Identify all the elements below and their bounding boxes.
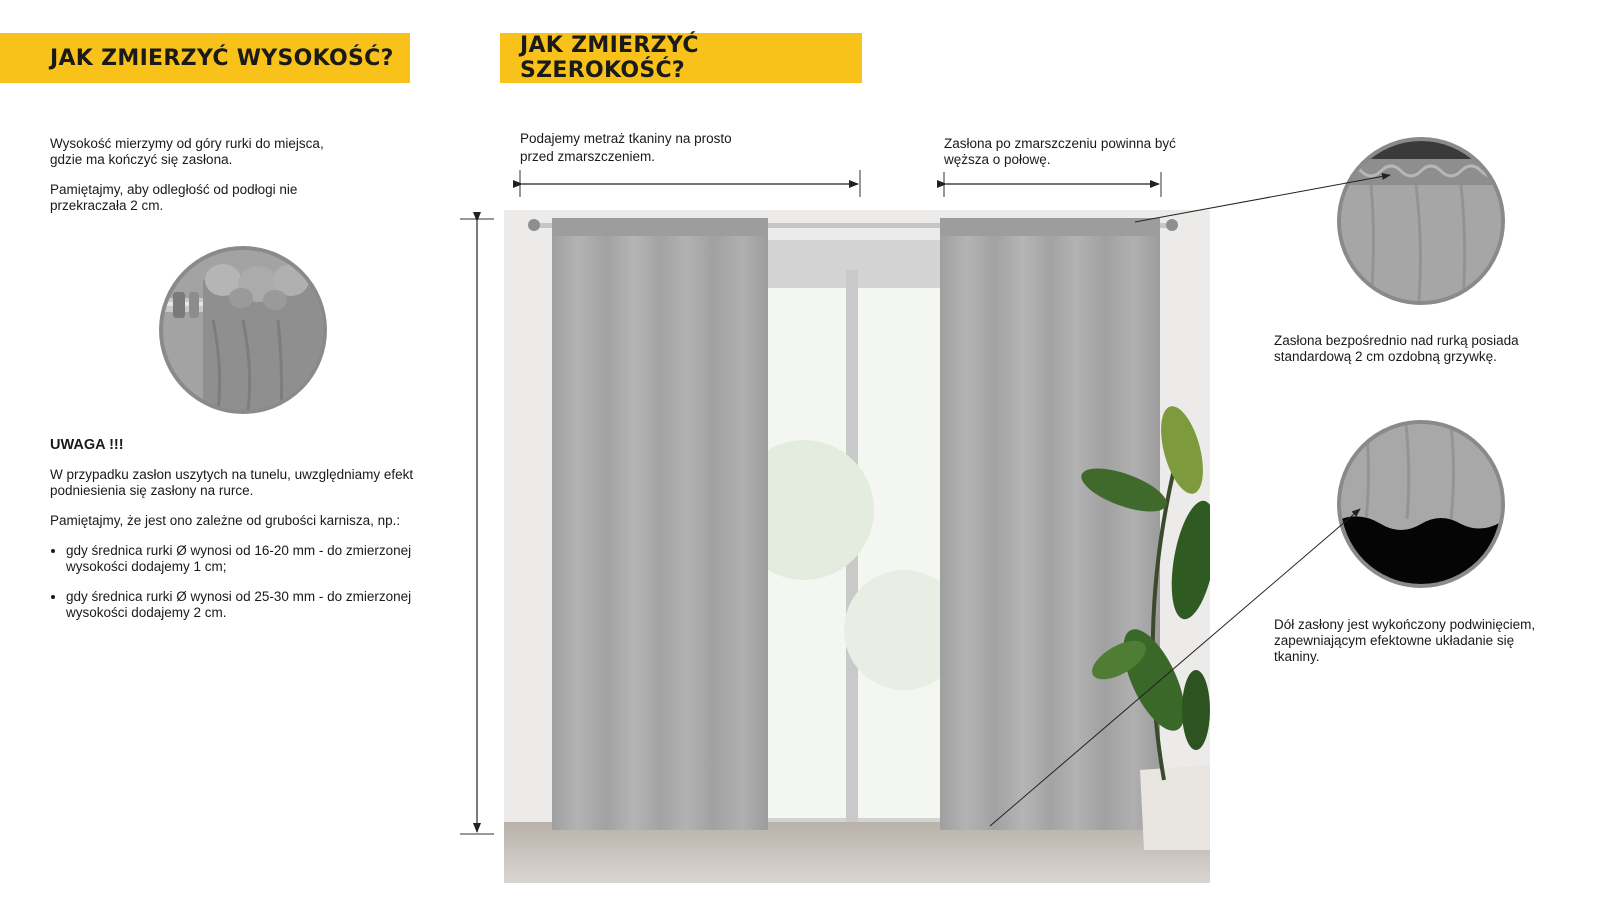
warning-title: UWAGA !!! [50, 437, 124, 453]
hem-note: Dół zasłony jest wykończony podwinięciem, zapewniającym efektowne układanie się tkaniny. [1274, 617, 1536, 664]
height-instruction: Wysokość mierzymy od góry rurki do miejsca, gdzie ma kończyć się zasłona. [50, 136, 324, 167]
hem-pointer-line [990, 509, 1360, 826]
warning-text: W przypadku zasłon uszytych na tunelu, uwzględniamy efekt podniesienia się zasłony na rurce. [50, 467, 414, 498]
height-title: JAK ZMIERZYĆ WYSOKOŚĆ? [50, 45, 394, 71]
floor-distance-note: Pamiętajmy, aby odległość od podłogi nie przekraczała 2 cm. [50, 182, 298, 213]
list-item: • gdy średnica rurki Ø wynosi od 25-30 mm - do zmierzonej wysokości dodajemy 2 cm. [66, 589, 451, 621]
warning-note: Pamiętajmy, że jest ono zależne od grubości karnisza, np.: [50, 513, 401, 528]
list-item: • gdy średnica rurki Ø wynosi od 16-20 mm - do zmierzonej wysokości dodajemy 1 cm; [66, 543, 451, 575]
flat-width-note: Podajemy metraż tkaniny na prosto przed zmarszczeniem. [520, 131, 732, 164]
header-pointer-line [1135, 175, 1390, 222]
width-title: JAK ZMIERZYĆ SZEROKOŚĆ? [520, 33, 699, 83]
header-note: Zasłona bezpośrednio nad rurką posiada standardową 2 cm ozdobną grzywkę. [1274, 333, 1519, 364]
gathered-width-note: Zasłona po zmarszczeniu powinna być węższa o połowę. [944, 136, 1176, 167]
